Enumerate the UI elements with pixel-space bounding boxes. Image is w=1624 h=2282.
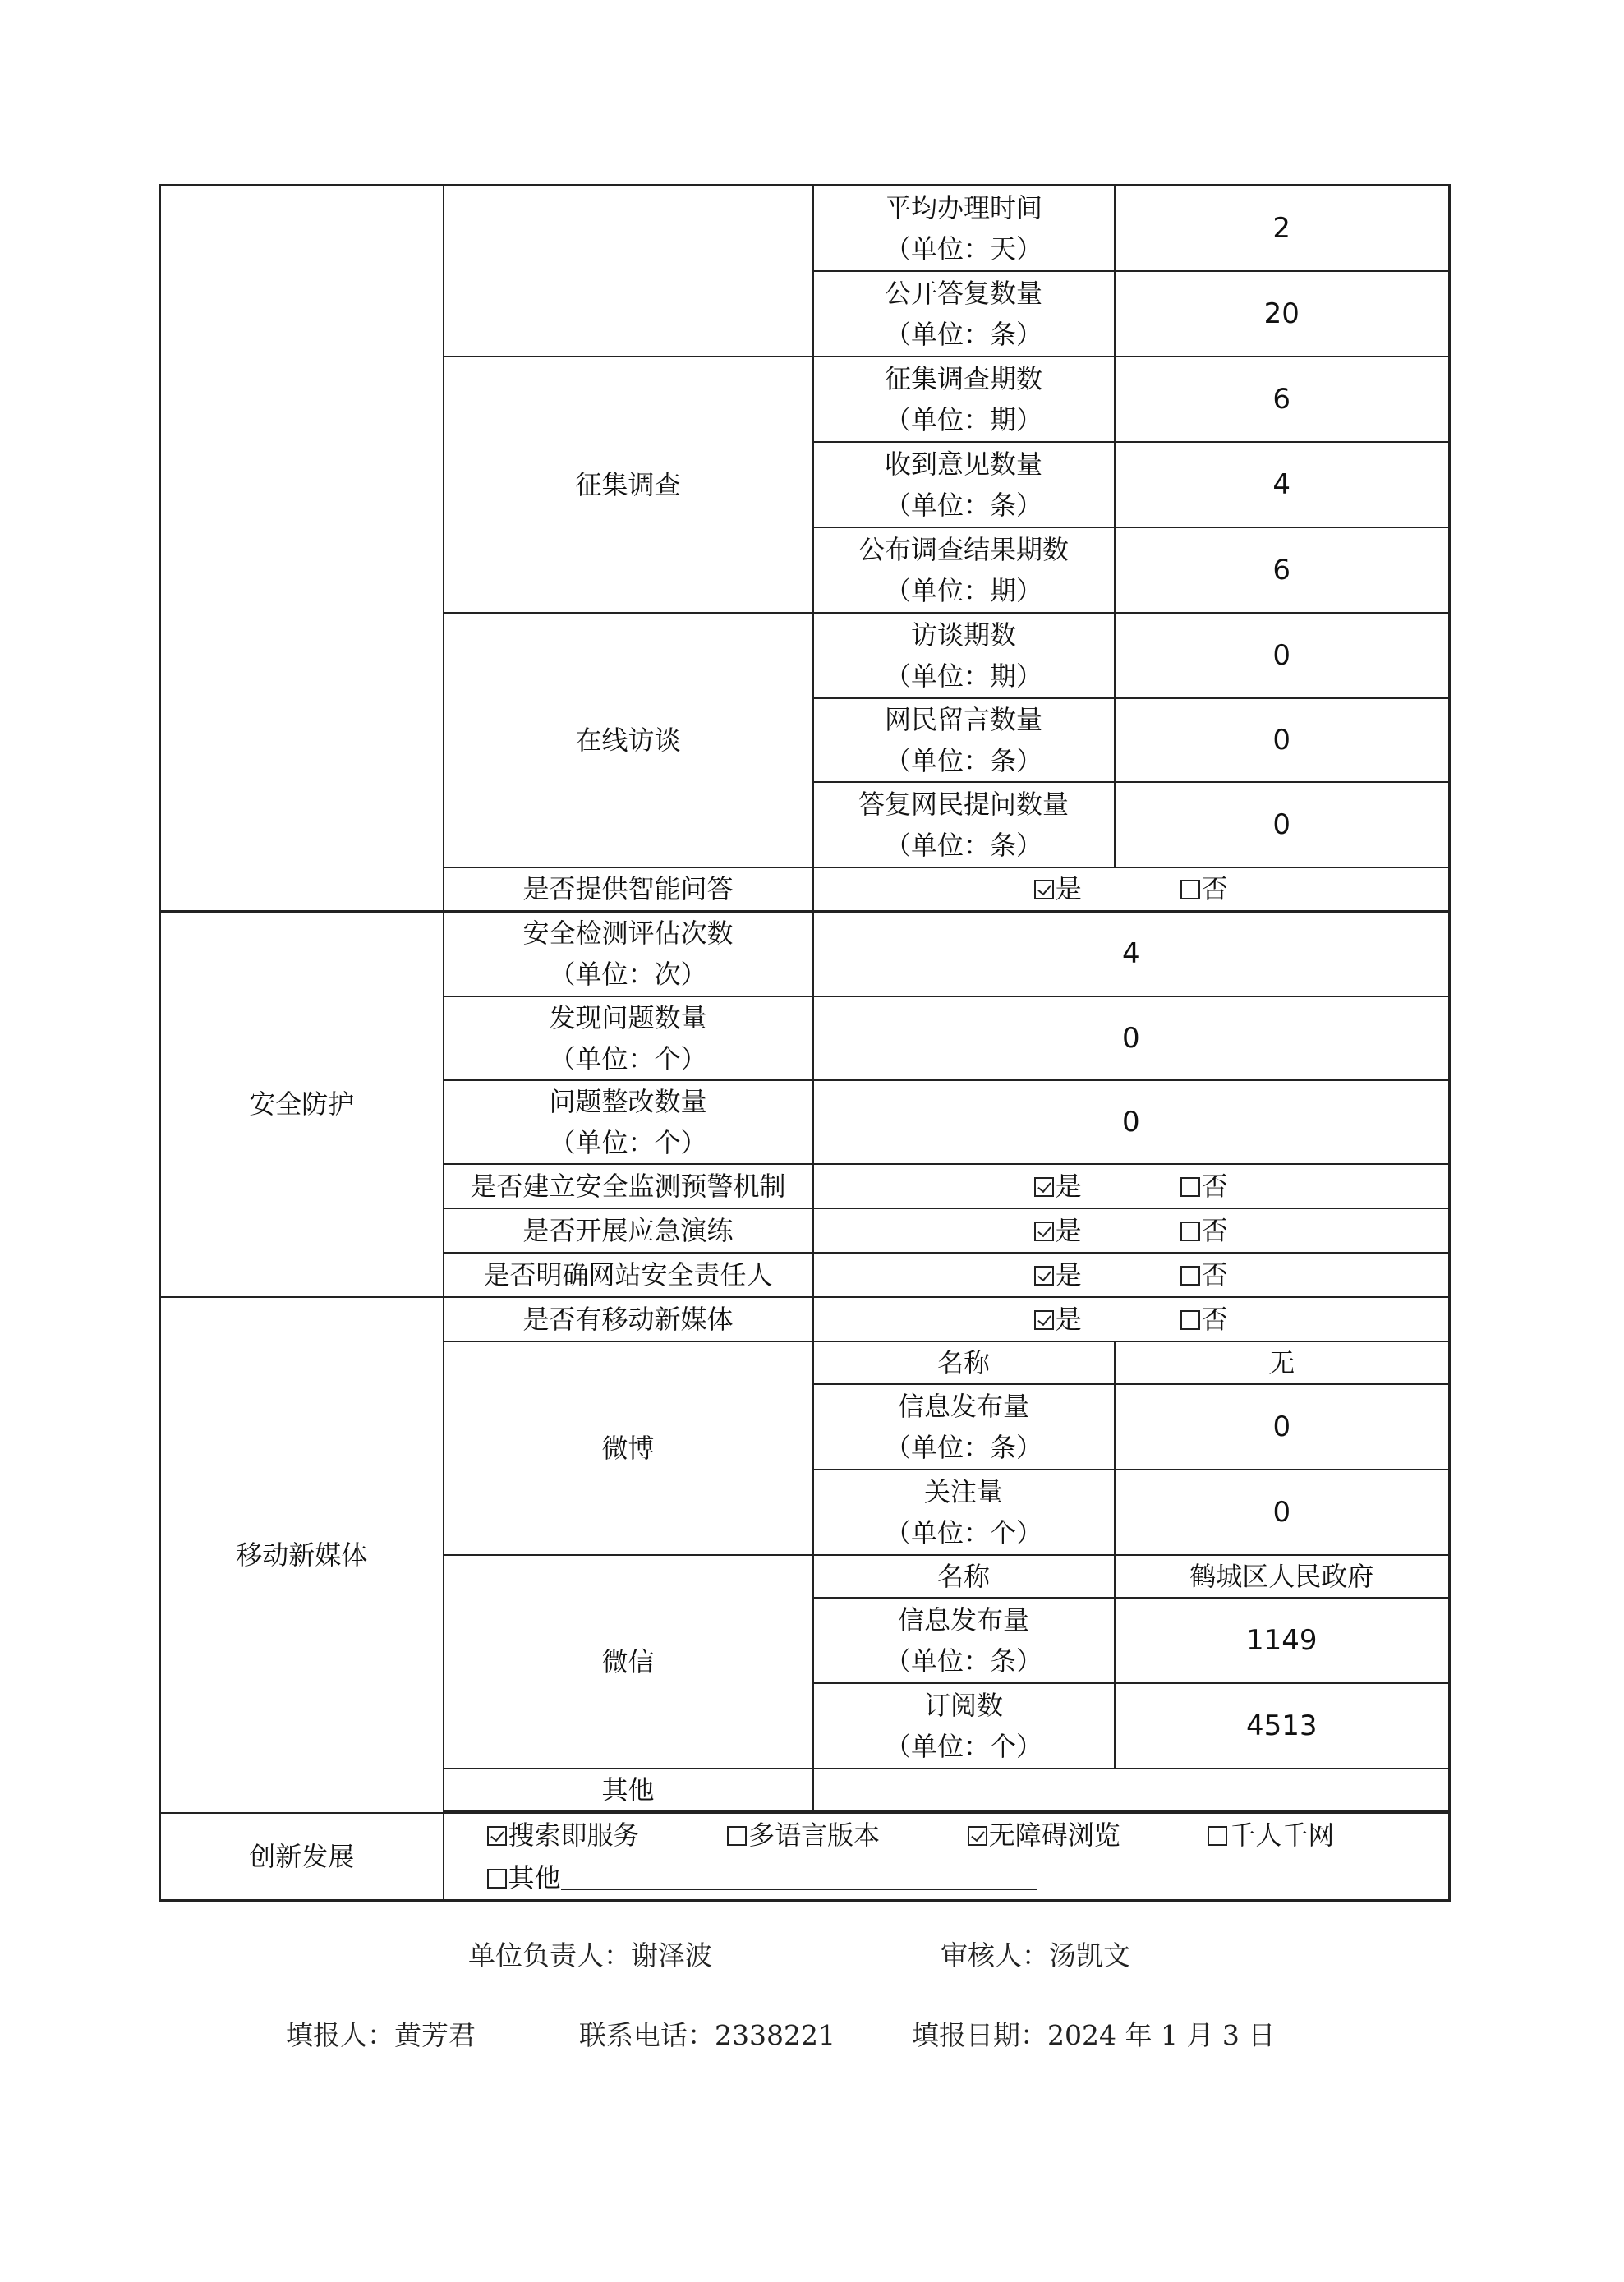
row-label: 信息发布量 <box>897 1391 1029 1422</box>
checked-box-icon <box>1034 1222 1054 1241</box>
no-option[interactable] <box>1180 1210 1228 1251</box>
row-unit: （单位：个） <box>549 1127 707 1158</box>
fill-date: 填报日期：2024 年 1 月 3 日 <box>912 2019 1276 2051</box>
name-label: 名称 <box>813 1555 1115 1598</box>
row-value: 0 <box>1115 1470 1450 1555</box>
yes-label: 是 <box>1055 1259 1082 1291</box>
row-value: 4 <box>1115 442 1450 527</box>
subgroup-cell-top <box>444 186 813 357</box>
row-unit: （单位：条） <box>884 744 1042 776</box>
row-label-cell <box>813 1384 1115 1470</box>
row-label: 收到意见数量 <box>884 448 1042 480</box>
reviewer: 审核人：汤凯文 <box>941 1939 1130 1971</box>
row-label: 问题整改数量 <box>549 1086 707 1117</box>
innovation-other-option[interactable] <box>487 1857 1037 1898</box>
checked-box-icon <box>487 1826 507 1846</box>
checkbox-icon <box>1180 1266 1200 1286</box>
checkbox-icon <box>1180 880 1200 899</box>
row-label: 发现问题数量 <box>549 1002 707 1033</box>
option-label: 多语言版本 <box>748 1820 881 1851</box>
row-value: 4513 <box>1115 1683 1450 1769</box>
no-label: 否 <box>1201 1259 1228 1291</box>
row-unit: （单位：条） <box>884 829 1042 861</box>
row-label-cell <box>813 1470 1115 1555</box>
row-label-cell <box>813 1598 1115 1683</box>
row-value: 6 <box>1115 357 1450 442</box>
checkbox-icon <box>1180 1177 1200 1197</box>
row-value: 1149 <box>1115 1598 1450 1683</box>
no-option[interactable] <box>1180 1166 1228 1207</box>
checkbox-icon <box>727 1826 747 1846</box>
yes-option[interactable] <box>1034 1210 1082 1251</box>
row-label: 关注量 <box>923 1476 1003 1507</box>
row-unit: （单位：个） <box>549 1043 707 1074</box>
section-cell-top <box>160 186 444 912</box>
row-value: 0 <box>1115 613 1450 698</box>
other-label: 其他 <box>444 1769 813 1811</box>
row-value: 20 <box>1115 271 1450 357</box>
wechat-group-label: 微信 <box>444 1555 813 1769</box>
option-label: 千人千网 <box>1229 1820 1335 1851</box>
row-label-cell <box>813 613 1115 698</box>
check-options <box>813 1253 1450 1297</box>
row-label: 公开答复数量 <box>884 277 1042 309</box>
no-label: 否 <box>1201 1171 1228 1202</box>
check-label: 是否建立安全监测预警机制 <box>444 1164 813 1208</box>
weibo-group-label: 微博 <box>444 1341 813 1555</box>
check-label: 是否明确网站安全责任人 <box>444 1253 813 1297</box>
checkbox-icon <box>1180 1222 1200 1241</box>
row-label: 订阅数 <box>923 1690 1003 1721</box>
option-label: 搜索即服务 <box>508 1820 640 1851</box>
check-label: 是否开展应急演练 <box>444 1208 813 1253</box>
option-label: 无障碍浏览 <box>988 1820 1120 1851</box>
row-value: 0 <box>1115 782 1450 867</box>
innovation-option[interactable] <box>487 1815 728 1856</box>
row-label-cell <box>813 271 1115 357</box>
check-label: 是否有移动新媒体 <box>444 1297 813 1341</box>
row-unit: （单位：条） <box>884 489 1042 521</box>
filler: 填报人：黄芳君 <box>286 2019 476 2051</box>
no-label: 否 <box>1201 1304 1228 1335</box>
check-options <box>813 1297 1450 1341</box>
row-unit: （单位：个） <box>884 1517 1042 1548</box>
no-label: 否 <box>1201 1215 1228 1246</box>
other-value <box>813 1769 1450 1811</box>
row-label-cell <box>813 357 1115 442</box>
innovation-group-label: 创新发展 <box>160 1813 444 1901</box>
row-label-cell <box>813 442 1115 527</box>
survey-group-label: 征集调查 <box>444 357 813 613</box>
other-blank-line[interactable] <box>561 1864 1037 1890</box>
row-unit: （单位：期） <box>884 574 1042 606</box>
row-label-cell <box>813 1683 1115 1769</box>
checked-box-icon <box>1034 1310 1054 1330</box>
smart-qa-options <box>813 867 1450 912</box>
yes-label: 是 <box>1055 1215 1082 1246</box>
row-label-cell <box>444 996 813 1080</box>
name-value: 无 <box>1115 1341 1450 1384</box>
checked-box-icon <box>1034 880 1054 899</box>
row-label-cell <box>813 527 1115 613</box>
row-unit: （单位：期） <box>884 403 1042 435</box>
row-label-cell <box>444 911 813 996</box>
yes-option[interactable] <box>1034 868 1082 909</box>
option-label: 其他 <box>508 1862 561 1893</box>
row-label: 征集调查期数 <box>884 362 1042 394</box>
no-option[interactable] <box>1180 868 1228 909</box>
row-unit: （单位：条） <box>884 1432 1042 1463</box>
row-label: 网民留言数量 <box>884 703 1042 735</box>
innovation-options <box>444 1813 1450 1901</box>
row-label: 平均办理时间 <box>884 191 1042 223</box>
statistics-table <box>159 184 1451 913</box>
row-unit: （单位：条） <box>884 1645 1042 1677</box>
checkbox-icon <box>1180 1310 1200 1330</box>
no-option[interactable] <box>1180 1254 1228 1295</box>
yes-label: 是 <box>1055 1171 1082 1202</box>
row-label-cell <box>813 698 1115 782</box>
row-label-cell <box>813 186 1115 271</box>
checked-box-icon <box>1034 1177 1054 1197</box>
row-unit: （单位：期） <box>884 660 1042 692</box>
yes-label: 是 <box>1055 1304 1082 1335</box>
media-group-label: 移动新媒体 <box>160 1297 444 1813</box>
row-label: 信息发布量 <box>897 1604 1029 1636</box>
checkbox-icon <box>1208 1826 1227 1846</box>
statistics-table-lower <box>159 910 1451 1902</box>
name-label: 名称 <box>813 1341 1115 1384</box>
row-value: 6 <box>1115 527 1450 613</box>
checkbox-icon <box>487 1869 507 1889</box>
no-option[interactable] <box>1180 1299 1228 1340</box>
unit-leader: 单位负责人：谢泽波 <box>468 1939 712 1971</box>
innovation-option[interactable] <box>968 1815 1208 1856</box>
row-label-cell <box>813 782 1115 867</box>
yes-option[interactable] <box>1034 1166 1082 1207</box>
row-value: 2 <box>1115 186 1450 271</box>
checked-box-icon <box>968 1826 987 1846</box>
contact-phone: 联系电话：2338221 <box>579 2019 835 2051</box>
row-unit: （单位：条） <box>884 318 1042 350</box>
yes-option[interactable] <box>1034 1254 1082 1295</box>
no-label: 否 <box>1201 873 1228 905</box>
row-unit: （单位：个） <box>884 1731 1042 1762</box>
row-value: 4 <box>813 911 1450 996</box>
row-unit: （单位：天） <box>884 232 1042 265</box>
yes-option[interactable] <box>1034 1299 1082 1340</box>
checked-box-icon <box>1034 1266 1054 1286</box>
row-label: 安全检测评估次数 <box>522 918 734 949</box>
row-value: 0 <box>813 996 1450 1080</box>
smart-qa-label: 是否提供智能问答 <box>444 867 813 912</box>
innovation-option[interactable] <box>727 1815 968 1856</box>
row-label: 公布调查结果期数 <box>858 533 1069 565</box>
security-group-label: 安全防护 <box>160 911 444 1297</box>
row-label: 答复网民提问数量 <box>858 788 1069 820</box>
row-value: 0 <box>1115 698 1450 782</box>
check-options <box>813 1164 1450 1208</box>
row-value: 0 <box>813 1080 1450 1164</box>
yes-label: 是 <box>1055 873 1082 905</box>
innovation-option[interactable] <box>1208 1815 1448 1856</box>
row-value: 0 <box>1115 1384 1450 1470</box>
interview-group-label: 在线访谈 <box>444 613 813 867</box>
row-label-cell <box>444 1080 813 1164</box>
row-label: 访谈期数 <box>910 619 1016 651</box>
check-options <box>813 1208 1450 1253</box>
row-unit: （单位：次） <box>549 959 707 990</box>
name-value: 鹤城区人民政府 <box>1115 1555 1450 1598</box>
